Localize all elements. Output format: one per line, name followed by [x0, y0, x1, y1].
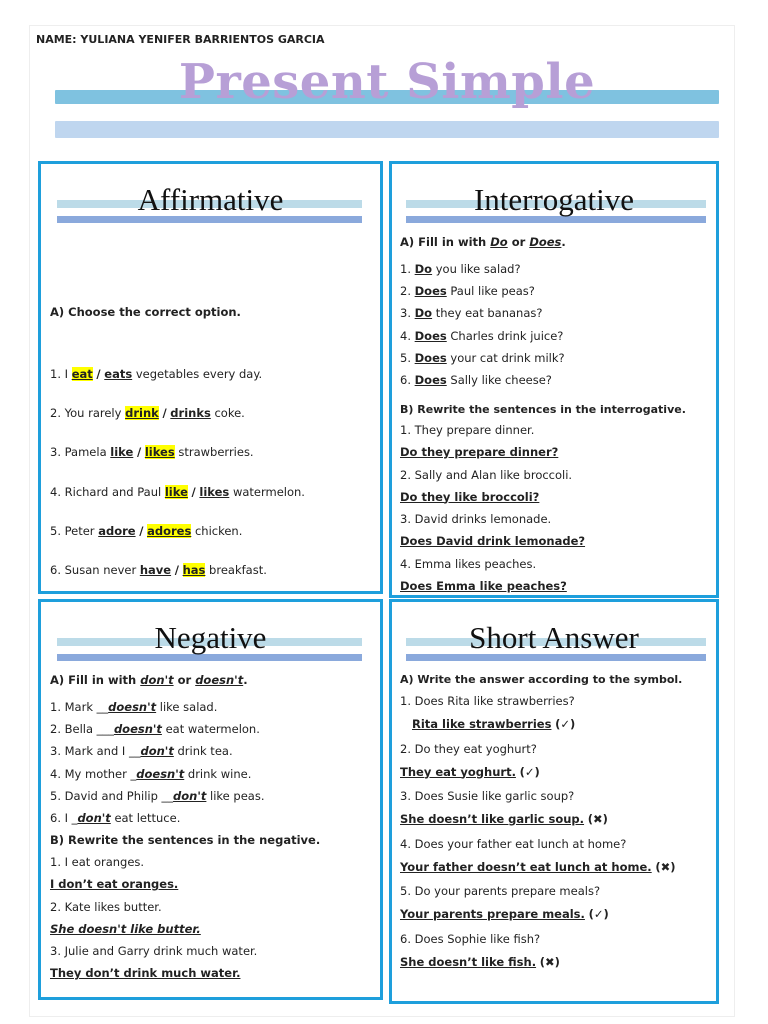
short-answer-row — [400, 907, 609, 921]
item-text: 4. Richard and Paul — [50, 485, 162, 499]
item-text: Charles drink juice? — [450, 328, 564, 343]
affirmative-item — [50, 524, 242, 538]
interrogative-box — [389, 161, 719, 598]
item-text: 6. I _ — [50, 811, 78, 825]
short-answer: She doesn’t like fish. — [400, 954, 537, 969]
item-text: 2. You rarely — [50, 406, 122, 420]
item-text: you like salad? — [435, 262, 521, 276]
short-answer-box — [389, 599, 719, 1004]
student-name: NAME: YULIANA YENIFER BARRIENTOS GARCIA — [36, 33, 325, 46]
option-separator: / — [136, 445, 142, 459]
item-text: vegetables every day. — [135, 367, 263, 381]
interrogative-fill-item — [400, 351, 565, 365]
short-answer-row — [412, 717, 575, 731]
option-b: has — [182, 563, 206, 577]
short-answer: Your father doesn’t eat lunch at home. — [400, 859, 652, 874]
negative-fill-item — [50, 767, 251, 781]
answer-symbol: (✖) — [655, 859, 676, 874]
filled-answer: Does — [414, 284, 447, 299]
short-answer: Your parents prepare meals. — [400, 907, 585, 921]
rewrite-question: 4. Emma likes peaches. — [400, 556, 537, 571]
answer-symbol: (✓) — [555, 717, 576, 731]
item-text: like salad. — [159, 700, 218, 714]
filled-answer: doesn't — [113, 722, 162, 737]
option-b: likes — [199, 485, 230, 499]
item-text: chicken. — [194, 524, 243, 538]
short-answer-question: 4. Does your father eat lunch at home? — [400, 836, 627, 851]
rewrite-question: 1. They prepare dinner. — [400, 423, 535, 437]
rewrite-answer: Does David drink lemonade? — [400, 534, 586, 548]
affirmative-title: Affirmative — [137, 182, 284, 217]
option-b: likes — [144, 445, 175, 459]
short-answer-row — [400, 860, 676, 874]
option-a: adore — [98, 524, 136, 538]
option-separator: / — [191, 485, 196, 499]
rewrite-answer: Do they like broccoli? — [400, 489, 540, 504]
item-number: 2. — [400, 284, 411, 299]
answer-symbol: (✓) — [588, 907, 609, 921]
negative-title: Negative — [154, 620, 267, 655]
filled-answer: Do — [414, 262, 433, 276]
negative-fill-item — [50, 789, 265, 803]
affirmative-item — [50, 445, 254, 459]
short-answer-title: Short Answer — [469, 620, 639, 655]
rewrite-answer: She doesn't like butter. — [50, 921, 201, 936]
item-text: Sally like cheese? — [450, 373, 552, 387]
filled-answer: Does — [414, 350, 447, 365]
option-b: drinks — [170, 406, 211, 420]
item-number: 4. — [400, 328, 411, 343]
item-text: coke. — [214, 406, 245, 420]
page-title: Present Simple — [178, 54, 596, 110]
filled-answer: don't — [77, 811, 111, 825]
item-number: 3. — [400, 306, 411, 321]
affirmative-item — [50, 485, 305, 499]
interrogative-fill-item — [400, 262, 521, 276]
item-text: 5. David and Philip __ — [50, 788, 174, 803]
negative-fill-item — [50, 700, 217, 714]
item-text: like peas. — [210, 788, 265, 803]
item-text: 1. Mark __ — [50, 700, 109, 714]
filled-answer: Does — [414, 328, 447, 343]
affirmative-item — [50, 406, 245, 420]
short-answer-row — [400, 812, 608, 826]
filled-answer: doesn't — [136, 766, 185, 781]
title-stripe-bottom — [55, 121, 719, 138]
interrogative-fill-item — [400, 306, 542, 320]
option-a: like — [164, 485, 188, 499]
negative-instruction-a: A) Fill in with don't or doesn't. — [50, 673, 248, 687]
interrogative-fill-item — [400, 284, 535, 298]
item-text: they eat bananas? — [435, 306, 543, 321]
filled-answer: Does — [414, 373, 447, 387]
rewrite-question: 1. I eat oranges. — [50, 855, 145, 869]
rewrite-question: 2. Sally and Alan like broccoli. — [400, 467, 573, 482]
option-separator: / — [162, 406, 167, 420]
negative-box — [38, 599, 383, 1000]
option-b: adores — [147, 524, 192, 538]
option-a: have — [139, 563, 172, 577]
rewrite-answer: I don’t eat oranges. — [50, 877, 179, 891]
item-text: Paul like peas? — [450, 284, 535, 299]
rewrite-question: 3. David drinks lemonade. — [400, 512, 552, 526]
answer-symbol: (✓) — [519, 764, 540, 779]
negative-fill-item — [50, 722, 260, 736]
answer-symbol: (✖) — [539, 954, 560, 969]
negative-fill-item — [50, 811, 180, 825]
interrogative-title: Interrogative — [473, 182, 635, 217]
item-text: 6. Susan never — [50, 563, 137, 577]
item-number: 6. — [400, 373, 411, 387]
short-answer-question: 5. Do your parents prepare meals? — [400, 884, 601, 898]
main-title-banner — [55, 52, 719, 142]
interrogative-instruction-a: A) Fill in with Do or Does. — [400, 235, 566, 249]
rewrite-answer: They don’t drink much water. — [50, 966, 241, 980]
interrogative-instruction-b: B) Rewrite the sentences in the interrogative. — [400, 403, 686, 416]
filled-answer: Do — [414, 306, 433, 321]
item-text: 3. Mark and I __ — [50, 744, 141, 759]
short-answer-question: 1. Does Rita like strawberries? — [400, 694, 575, 708]
item-text: strawberries. — [178, 445, 254, 459]
item-text: 3. Pamela — [50, 445, 107, 459]
item-text: 4. My mother _ — [50, 766, 137, 781]
negative-instruction-b: B) Rewrite the sentences in the negative. — [50, 833, 321, 847]
item-number: 1. — [400, 262, 411, 276]
short-answer-row — [400, 765, 540, 779]
option-separator: / — [96, 367, 101, 381]
item-text: 1. I — [50, 367, 69, 381]
affirmative-instruction: A) Choose the correct option. — [50, 305, 241, 319]
negative-fill-item — [50, 744, 233, 758]
option-a: drink — [125, 406, 159, 420]
interrogative-fill-item — [400, 373, 552, 387]
item-text: watermelon. — [232, 485, 305, 499]
option-b: eats — [104, 367, 133, 381]
item-number: 5. — [400, 350, 411, 365]
item-text: drink tea. — [177, 744, 233, 759]
rewrite-question: 3. Julie and Garry drink much water. — [50, 944, 258, 958]
answer-symbol: (✖) — [587, 812, 608, 826]
short-answer-question: 6. Does Sophie like fish? — [400, 931, 541, 946]
affirmative-box — [38, 161, 383, 594]
filled-answer: don't — [140, 744, 174, 759]
short-answer: They eat yoghurt. — [400, 764, 516, 779]
option-a: eat — [71, 367, 93, 381]
affirmative-item — [50, 367, 262, 381]
short-answer-row — [400, 955, 560, 969]
item-text: your cat drink milk? — [450, 350, 565, 365]
filled-answer: don't — [173, 788, 207, 803]
item-text: eat lettuce. — [114, 811, 181, 825]
rewrite-question: 2. Kate likes butter. — [50, 899, 162, 914]
affirmative-item — [50, 563, 267, 577]
rewrite-answer: Do they prepare dinner? — [400, 445, 559, 459]
interrogative-fill-item — [400, 329, 563, 343]
item-text: drink wine. — [187, 766, 252, 781]
item-text: 5. Peter — [50, 524, 95, 538]
item-text: eat watermelon. — [165, 722, 260, 737]
short-answer-instruction: A) Write the answer according to the symbol. — [400, 673, 683, 686]
rewrite-answer: Does Emma like peaches? — [400, 578, 567, 593]
option-a: like — [110, 445, 134, 459]
option-separator: / — [139, 524, 144, 538]
item-text: 2. Bella ___ — [50, 722, 114, 737]
short-answer-question: 2. Do they eat yoghurt? — [400, 741, 537, 756]
option-separator: / — [174, 563, 179, 577]
short-answer: Rita like strawberries — [412, 717, 552, 731]
item-text: breakfast. — [209, 563, 267, 577]
short-answer-question: 3. Does Susie like garlic soup? — [400, 789, 575, 803]
short-answer: She doesn’t like garlic soup. — [400, 812, 585, 826]
filled-answer: doesn't — [108, 700, 157, 714]
